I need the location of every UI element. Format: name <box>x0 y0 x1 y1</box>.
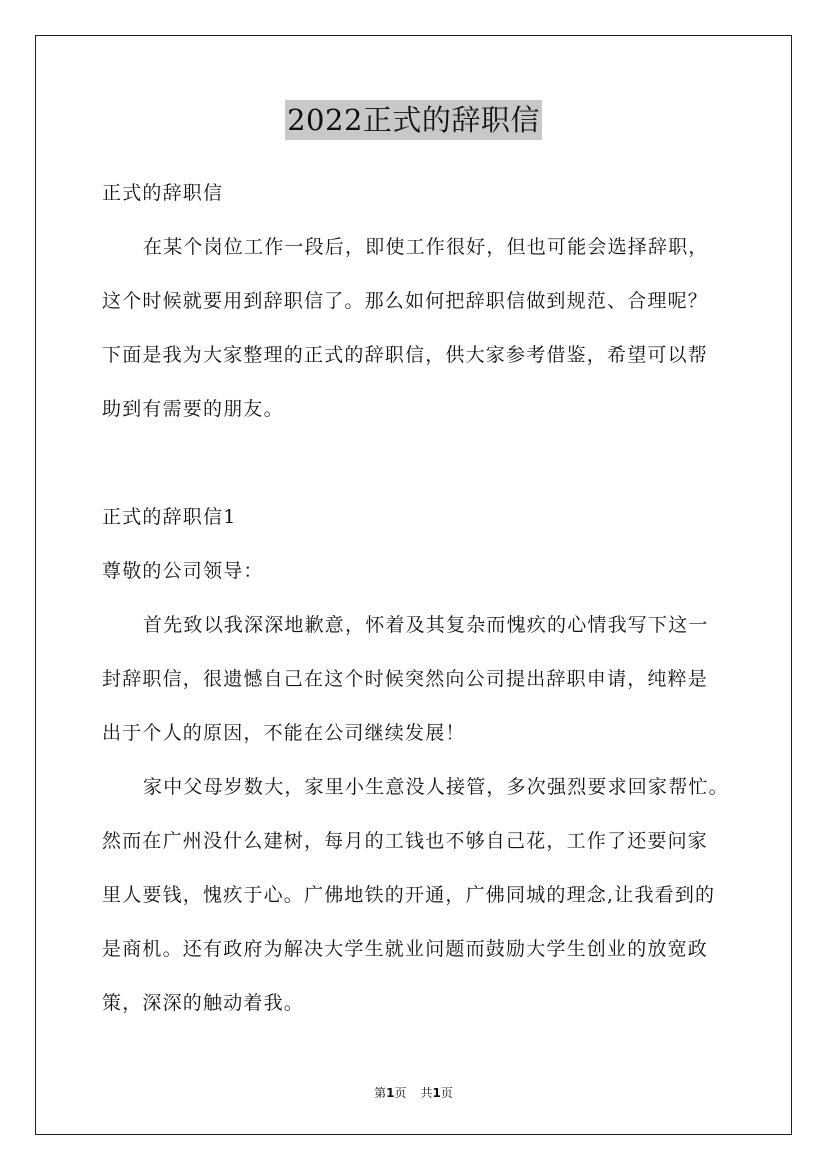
body-line: 封辞职信，很遗憾自己在这个时候突然向公司提出辞职申请，纯粹是 <box>102 668 709 690</box>
body-line: 助到有需要的朋友。 <box>102 398 284 420</box>
body-line: 然而在广州没什么建树，每月的工钱也不够自己花，工作了还要问家 <box>102 830 709 852</box>
footer-page-suffix: 页 <box>394 1086 407 1100</box>
body-line: 下面是我为大家整理的正式的辞职信，供大家参考借鉴，希望可以帮 <box>102 344 709 366</box>
footer-total-prefix: 共 <box>420 1086 433 1100</box>
body-line: 这个时候就要用到辞职信了。那么如何把辞职信做到规范、合理呢？ <box>102 290 709 312</box>
body-line: 策，深深的触动着我。 <box>102 992 305 1014</box>
page-footer <box>0 1084 827 1101</box>
salutation: 尊敬的公司领导： <box>102 560 264 582</box>
body-line: 里人要钱，愧疚于心。广佛地铁的开通，广佛同城的理念,让我看到的 <box>102 884 716 906</box>
body-line: 在某个岗位工作一段后，即使工作很好，但也可能会选择辞职， <box>143 236 709 258</box>
footer-page-total: 1 <box>432 1086 441 1100</box>
body-line: 首先致以我深深地歉意，怀着及其复杂而愧疚的心情我写下这一 <box>143 614 709 636</box>
body-line: 出于个人的原因，不能在公司继续发展！ <box>102 722 466 744</box>
subtitle-line: 正式的辞职信 <box>102 182 224 204</box>
title-wrap <box>0 100 827 140</box>
section-heading: 正式的辞职信1 <box>102 506 237 528</box>
body-line: 是商机。还有政府为解决大学生就业问题而鼓励大学生创业的放宽政 <box>102 938 709 960</box>
document-title: 2022正式的辞职信 <box>285 100 542 140</box>
footer-page-prefix: 第 <box>374 1086 387 1100</box>
footer-page-current: 1 <box>386 1086 395 1100</box>
body-line: 家中父母岁数大，家里小生意没人接管，多次强烈要求回家帮忙。 <box>143 776 729 798</box>
footer-total-suffix: 页 <box>440 1086 453 1100</box>
